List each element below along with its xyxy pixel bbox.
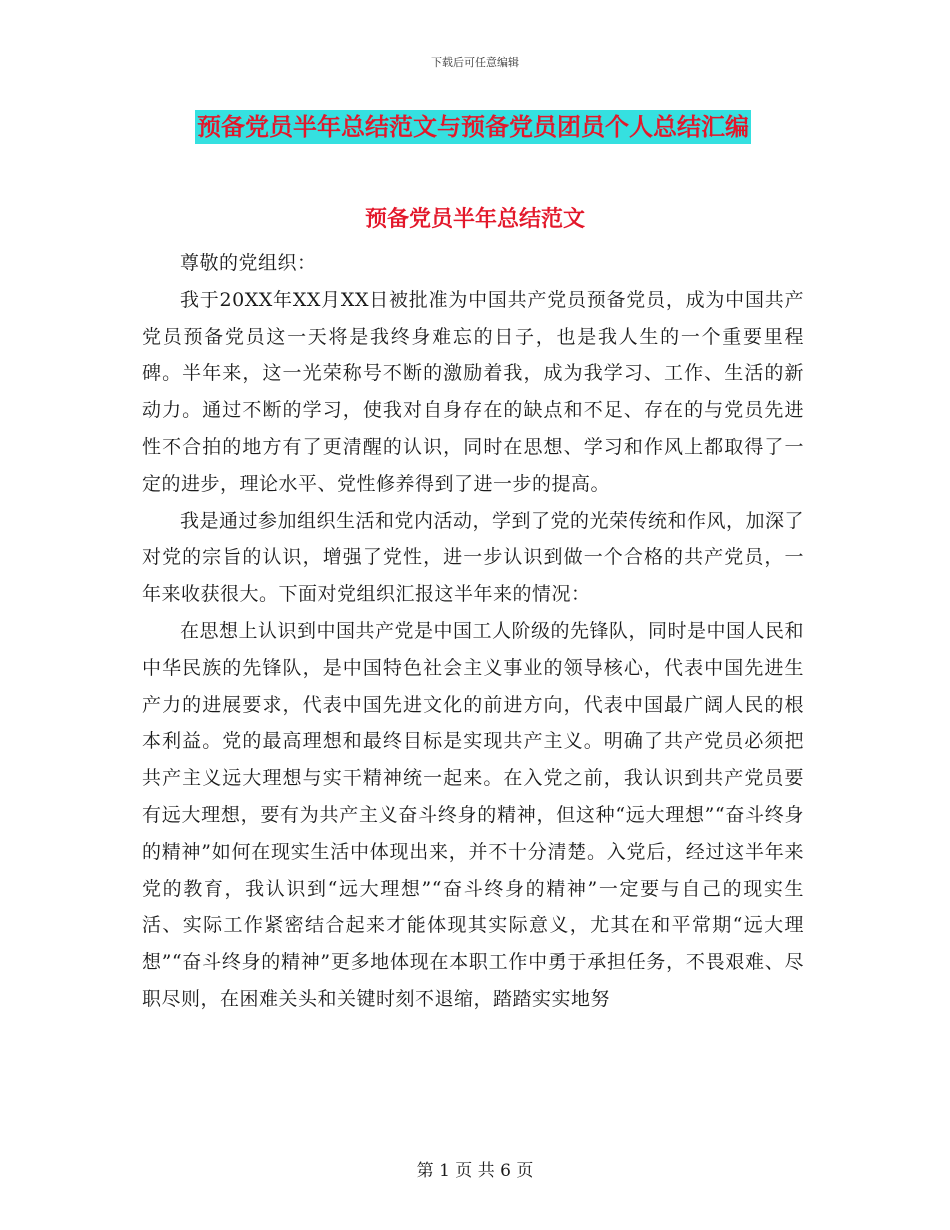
salutation: 尊敬的党组织： [180,252,317,274]
main-title: 预备党员半年总结范文与预备党员团员个人总结汇编 [195,110,751,144]
body-text [142,245,804,1018]
section-title: 预备党员半年总结范文 [364,207,585,232]
paragraph-1: 我于20XX年XX月XX日被批准为中国共产党员预备党员，成为中国共产党员预备党员这一天将是我终身难忘的日子，也是我人生的一个重要里程碑。半年来，这一光荣称号不断的激励着我，成为我学习、工作、生活的新动力。通过不断的学习，使我对自身存在的缺点和不足、存在的与党员先进性不合拍的地方有了更清醒的认识，同时在思想、学习和作风上都取得了一定的进步，理论水平、党性修养得到了进一步的提高。 [142,288,804,495]
paragraph-2: 我是通过参加组织生活和党内活动，学到了党的光荣传统和作风，加深了对党的宗旨的认识，增强了党性，进一步认识到做一个合格的共产党员，一年来收获很大。下面对党组织汇报这半年来的情况： [142,509,805,606]
header-note: 下载后可任意编辑 [431,56,519,69]
page-footer: 第 1 页 共 6 页 [416,1161,534,1181]
paragraph-3: 在思想上认识到中国共产党是中国工人阶级的先锋队，同时是中国人民和中华民族的先锋队，是中国特色社会主义事业的领导核心，代表中国先进生产力的进展要求，代表中国先进文化的前进方向，代表中国最广阔人民的根本利益。党的最高理想和最终目标是实现共产主义。明确了共产党员必须把共产主义远大理想与实干精神统一起来。在入党之前，我认识到共产党员要有远大理想，要有为共产主义奋斗终身的精神，但这种“远大理想”“奋斗终身的精神”如何在现实生活中体现出来，并不十分清楚。入党后，经过这半年来党的教育，我认识到“远大理想”“奋斗终身的精神”一定要与自己的现实生活、实际工作紧密结合起来才能体现其实际意义，尤其在和平常期“远大理想”“奋斗终身的精神”更多地体现在本职工作中勇于承担任务，不畏艰难、尽职尽则，在困难关头和关键时刻不退缩，踏踏实实地努 [142,619,805,1010]
